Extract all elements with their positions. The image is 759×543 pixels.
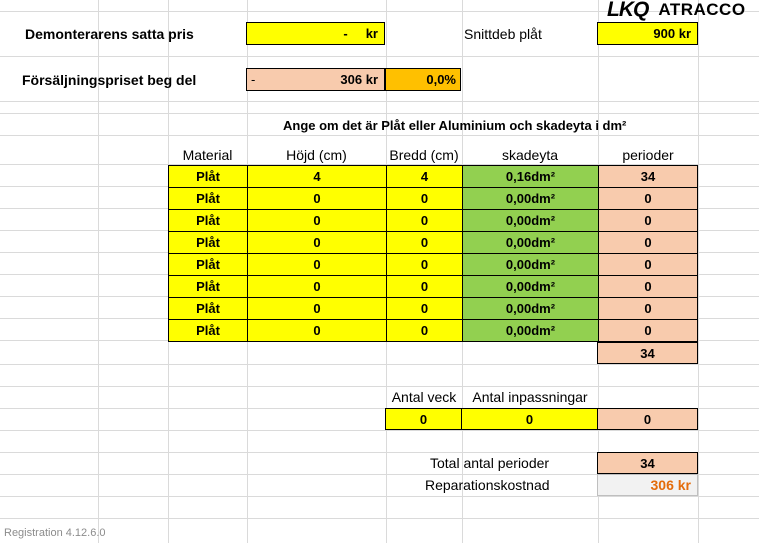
periods-cell: 0 xyxy=(598,209,698,232)
material-cell[interactable]: Plåt xyxy=(168,253,248,276)
periods-cell: 0 xyxy=(598,297,698,320)
periods-cell: 0 xyxy=(598,253,698,276)
repair-cost-value: 306 kr xyxy=(597,474,698,496)
material-cell[interactable]: Plåt xyxy=(168,319,248,342)
damage-area-cell: 0,00dm² xyxy=(462,297,599,320)
sale-price-value xyxy=(246,68,385,91)
total-periods-label: Total antal perioder xyxy=(430,455,550,471)
sale-price-dash: - xyxy=(251,72,256,87)
material-cell[interactable]: Plåt xyxy=(168,297,248,320)
repair-cost-label: Reparationskostnad xyxy=(425,477,550,493)
total-periods-value: 34 xyxy=(597,452,698,474)
width-cell[interactable]: 0 xyxy=(386,253,463,276)
avg-plate-label: Snittdeb plåt xyxy=(464,26,542,42)
damage-area-cell: 0,00dm² xyxy=(462,319,599,342)
gridline-h xyxy=(0,496,759,497)
lkq-atracco-logo xyxy=(607,0,746,20)
periods-cell: 0 xyxy=(598,275,698,298)
fits-label: Antal inpassningar xyxy=(472,389,588,405)
width-cell[interactable]: 0 xyxy=(386,209,463,232)
damage-area-cell: 0,00dm² xyxy=(462,253,599,276)
gridline-h xyxy=(0,101,759,102)
width-cell[interactable]: 0 xyxy=(386,275,463,298)
width-cell[interactable]: 0 xyxy=(386,231,463,254)
damage-area-cell: 0,00dm² xyxy=(462,231,599,254)
header-periods: perioder xyxy=(622,147,674,163)
gridline-v xyxy=(698,0,699,543)
dismantler-price-unit: kr xyxy=(365,26,378,41)
width-cell[interactable]: 4 xyxy=(386,165,463,188)
width-cell[interactable]: 0 xyxy=(386,297,463,320)
height-cell[interactable]: 0 xyxy=(247,253,387,276)
material-cell[interactable]: Plåt xyxy=(168,187,248,210)
gridline-h xyxy=(0,518,759,519)
sale-price-label: Försäljningspriset beg del xyxy=(22,72,197,88)
gridline-h xyxy=(0,386,759,387)
periods-cell: 0 xyxy=(598,231,698,254)
avg-plate-value[interactable]: 900 kr xyxy=(597,22,698,45)
gridline-h xyxy=(0,113,759,114)
folds-label: Antal veck xyxy=(391,389,457,405)
folds-input[interactable]: 0 xyxy=(385,408,462,430)
gridline-h xyxy=(0,56,759,57)
sale-percent-value: 0,0% xyxy=(385,68,461,91)
dismantler-price-input[interactable] xyxy=(246,22,385,45)
header-material: Material xyxy=(182,147,233,163)
material-cell[interactable]: Plåt xyxy=(168,231,248,254)
periods-cell: 0 xyxy=(598,187,698,210)
material-cell[interactable]: Plåt xyxy=(168,275,248,298)
height-cell[interactable]: 0 xyxy=(247,209,387,232)
height-cell[interactable]: 0 xyxy=(247,297,387,320)
height-cell[interactable]: 0 xyxy=(247,319,387,342)
damage-area-cell: 0,00dm² xyxy=(462,209,599,232)
width-cell[interactable]: 0 xyxy=(386,319,463,342)
width-cell[interactable]: 0 xyxy=(386,187,463,210)
folds-periods: 0 xyxy=(597,408,698,430)
damage-area-cell: 0,00dm² xyxy=(462,275,599,298)
material-cell[interactable]: Plåt xyxy=(168,209,248,232)
gridline-h xyxy=(0,364,759,365)
registration-version: Registration 4.12.6.0 xyxy=(4,527,106,539)
periods-cell: 0 xyxy=(598,319,698,342)
table-title: Ange om det är Plåt eller Aluminium och skadeyta i dm² xyxy=(283,118,627,133)
header-width: Bredd (cm) xyxy=(389,147,459,163)
header-height: Höjd (cm) xyxy=(286,147,347,163)
height-cell[interactable]: 0 xyxy=(247,187,387,210)
periods-sum: 34 xyxy=(597,342,698,364)
dismantler-price-dash: - xyxy=(343,26,348,41)
sale-price-amount: 306 kr xyxy=(340,72,378,87)
damage-area-cell: 0,00dm² xyxy=(462,187,599,210)
header-damage-area: skadeyta xyxy=(501,147,559,163)
material-cell[interactable]: Plåt xyxy=(168,165,248,188)
height-cell[interactable]: 0 xyxy=(247,275,387,298)
fits-input[interactable]: 0 xyxy=(461,408,598,430)
damage-area-cell: 0,16dm² xyxy=(462,165,599,188)
brand-mark: LKQ xyxy=(607,0,649,21)
height-cell[interactable]: 4 xyxy=(247,165,387,188)
periods-cell: 34 xyxy=(598,165,698,188)
gridline-h xyxy=(0,430,759,431)
height-cell[interactable]: 0 xyxy=(247,231,387,254)
dismantler-price-label: Demonterarens satta pris xyxy=(25,26,194,42)
brand-name: ATRACCO xyxy=(658,0,746,19)
